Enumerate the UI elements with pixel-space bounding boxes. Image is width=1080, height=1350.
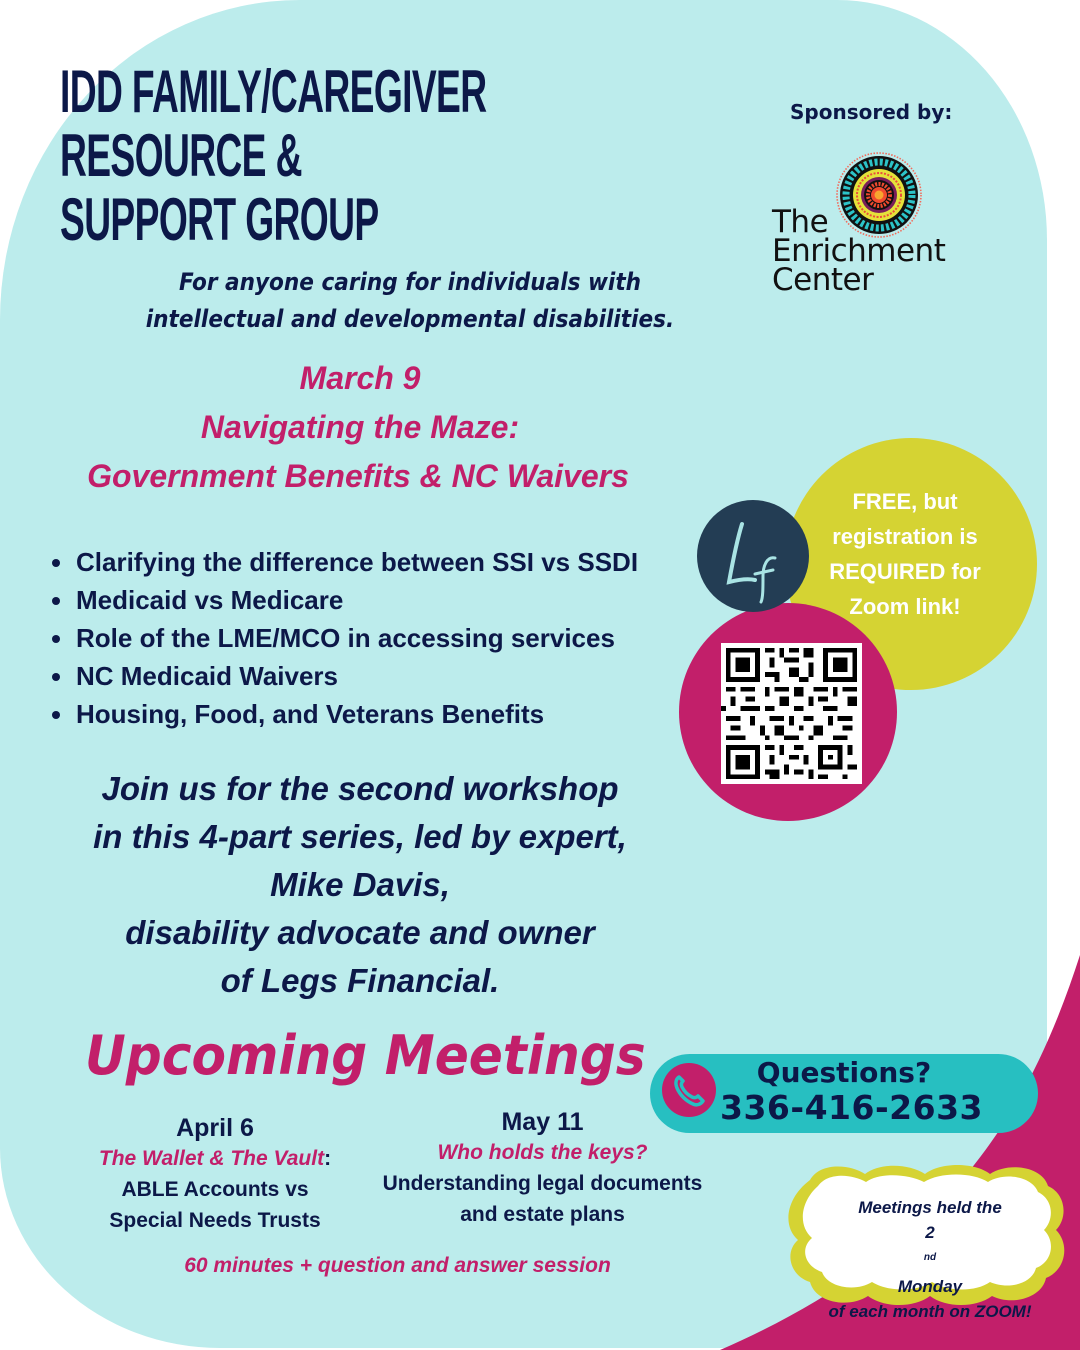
bullet-icon	[52, 635, 60, 643]
sponsor-logo-text	[772, 204, 946, 298]
topic-item	[52, 695, 638, 733]
description-line: Join us for the second workshop	[101, 770, 619, 807]
subtitle-colon: :	[324, 1147, 332, 1170]
meeting-subtitle	[80, 1144, 350, 1174]
logo-word: Enrichment	[772, 233, 946, 269]
ordinal-suffix: nd	[923, 1252, 937, 1263]
meeting-date: April 6	[176, 1114, 254, 1142]
event-date: March 9	[299, 360, 421, 396]
meeting-card-april	[80, 1112, 350, 1236]
schedule-note	[805, 1195, 1055, 1324]
event-title-line1: Navigating the Maze:	[200, 409, 520, 445]
bullet-icon	[52, 597, 60, 605]
meeting-date: May 11	[501, 1108, 584, 1136]
topic-list	[52, 543, 638, 733]
schedule-line: of each month on ZOOM!	[828, 1301, 1032, 1321]
meeting-desc: Understanding legal documents	[382, 1172, 703, 1195]
phone-icon[interactable]	[662, 1063, 716, 1117]
questions-label: Questions?	[756, 1056, 932, 1089]
logo-word: Center	[772, 262, 874, 298]
topic-item	[52, 619, 638, 657]
meeting-desc: Special Needs Trusts	[109, 1209, 321, 1232]
session-duration: 60 minutes + question and answer session	[184, 1254, 611, 1277]
registration-line: Zoom link!	[849, 594, 961, 619]
lf-monogram-icon	[697, 500, 809, 612]
audience-subtitle: For anyone caring for individuals with intellectual and developmental disabilities.	[145, 268, 675, 333]
topic-text: Medicaid vs Medicare	[76, 585, 344, 615]
bullet-icon	[52, 673, 60, 681]
topic-text: NC Medicaid Waivers	[76, 661, 339, 691]
title-line: IDD FAMILY/CAREGIVER	[60, 58, 487, 125]
registration-line: FREE, but	[852, 489, 958, 514]
upcoming-meetings-heading: Upcoming Meetings	[85, 1024, 646, 1087]
title-line: RESOURCE &	[60, 122, 302, 189]
phone-handset-icon	[662, 1063, 716, 1117]
topic-item	[52, 657, 638, 695]
legs-financial-logo	[697, 500, 809, 612]
registration-note	[800, 484, 1010, 624]
description-line: disability advocate and owner	[125, 914, 595, 951]
meeting-subtitle	[365, 1138, 720, 1168]
phone-number[interactable]: 336-416-2633	[720, 1088, 984, 1127]
meeting-desc: and estate plans	[460, 1203, 625, 1226]
description-line: in this 4-part series, led by expert,	[93, 818, 627, 855]
meeting-desc: ABLE Accounts vs	[121, 1178, 309, 1201]
registration-line: REQUIRED for	[829, 559, 981, 584]
topic-item	[52, 581, 638, 619]
sponsor-label: Sponsored by:	[790, 100, 953, 124]
workshop-description	[40, 765, 680, 1005]
registration-line: registration is	[832, 524, 978, 549]
description-line: of Legs Financial.	[220, 962, 500, 999]
weekday-text: Monday	[897, 1276, 963, 1296]
description-line: Mike Davis,	[270, 866, 450, 903]
topic-text: Role of the LME/MCO in accessing services	[76, 623, 615, 653]
topic-text: Clarifying the difference between SSI vs SSDI	[76, 547, 639, 577]
event-title-line2: Government Benefits & NC Waivers	[87, 458, 629, 494]
meeting-subtitle-text: The Wallet & The Vault	[98, 1147, 325, 1170]
qr-code-icon[interactable]	[721, 643, 862, 784]
meeting-subtitle-text: Who holds the keys?	[437, 1141, 648, 1164]
bullet-icon	[52, 559, 60, 567]
page-title	[60, 60, 655, 252]
bullet-icon	[52, 711, 60, 719]
topic-item	[52, 543, 638, 581]
logo-word: The	[772, 204, 829, 240]
schedule-line	[805, 1220, 1055, 1299]
schedule-line: Meetings held the	[858, 1198, 1002, 1217]
topic-text: Housing, Food, and Veterans Benefits	[76, 699, 545, 729]
ordinal-number: 2	[925, 1223, 935, 1242]
title-line: SUPPORT GROUP	[60, 186, 379, 253]
